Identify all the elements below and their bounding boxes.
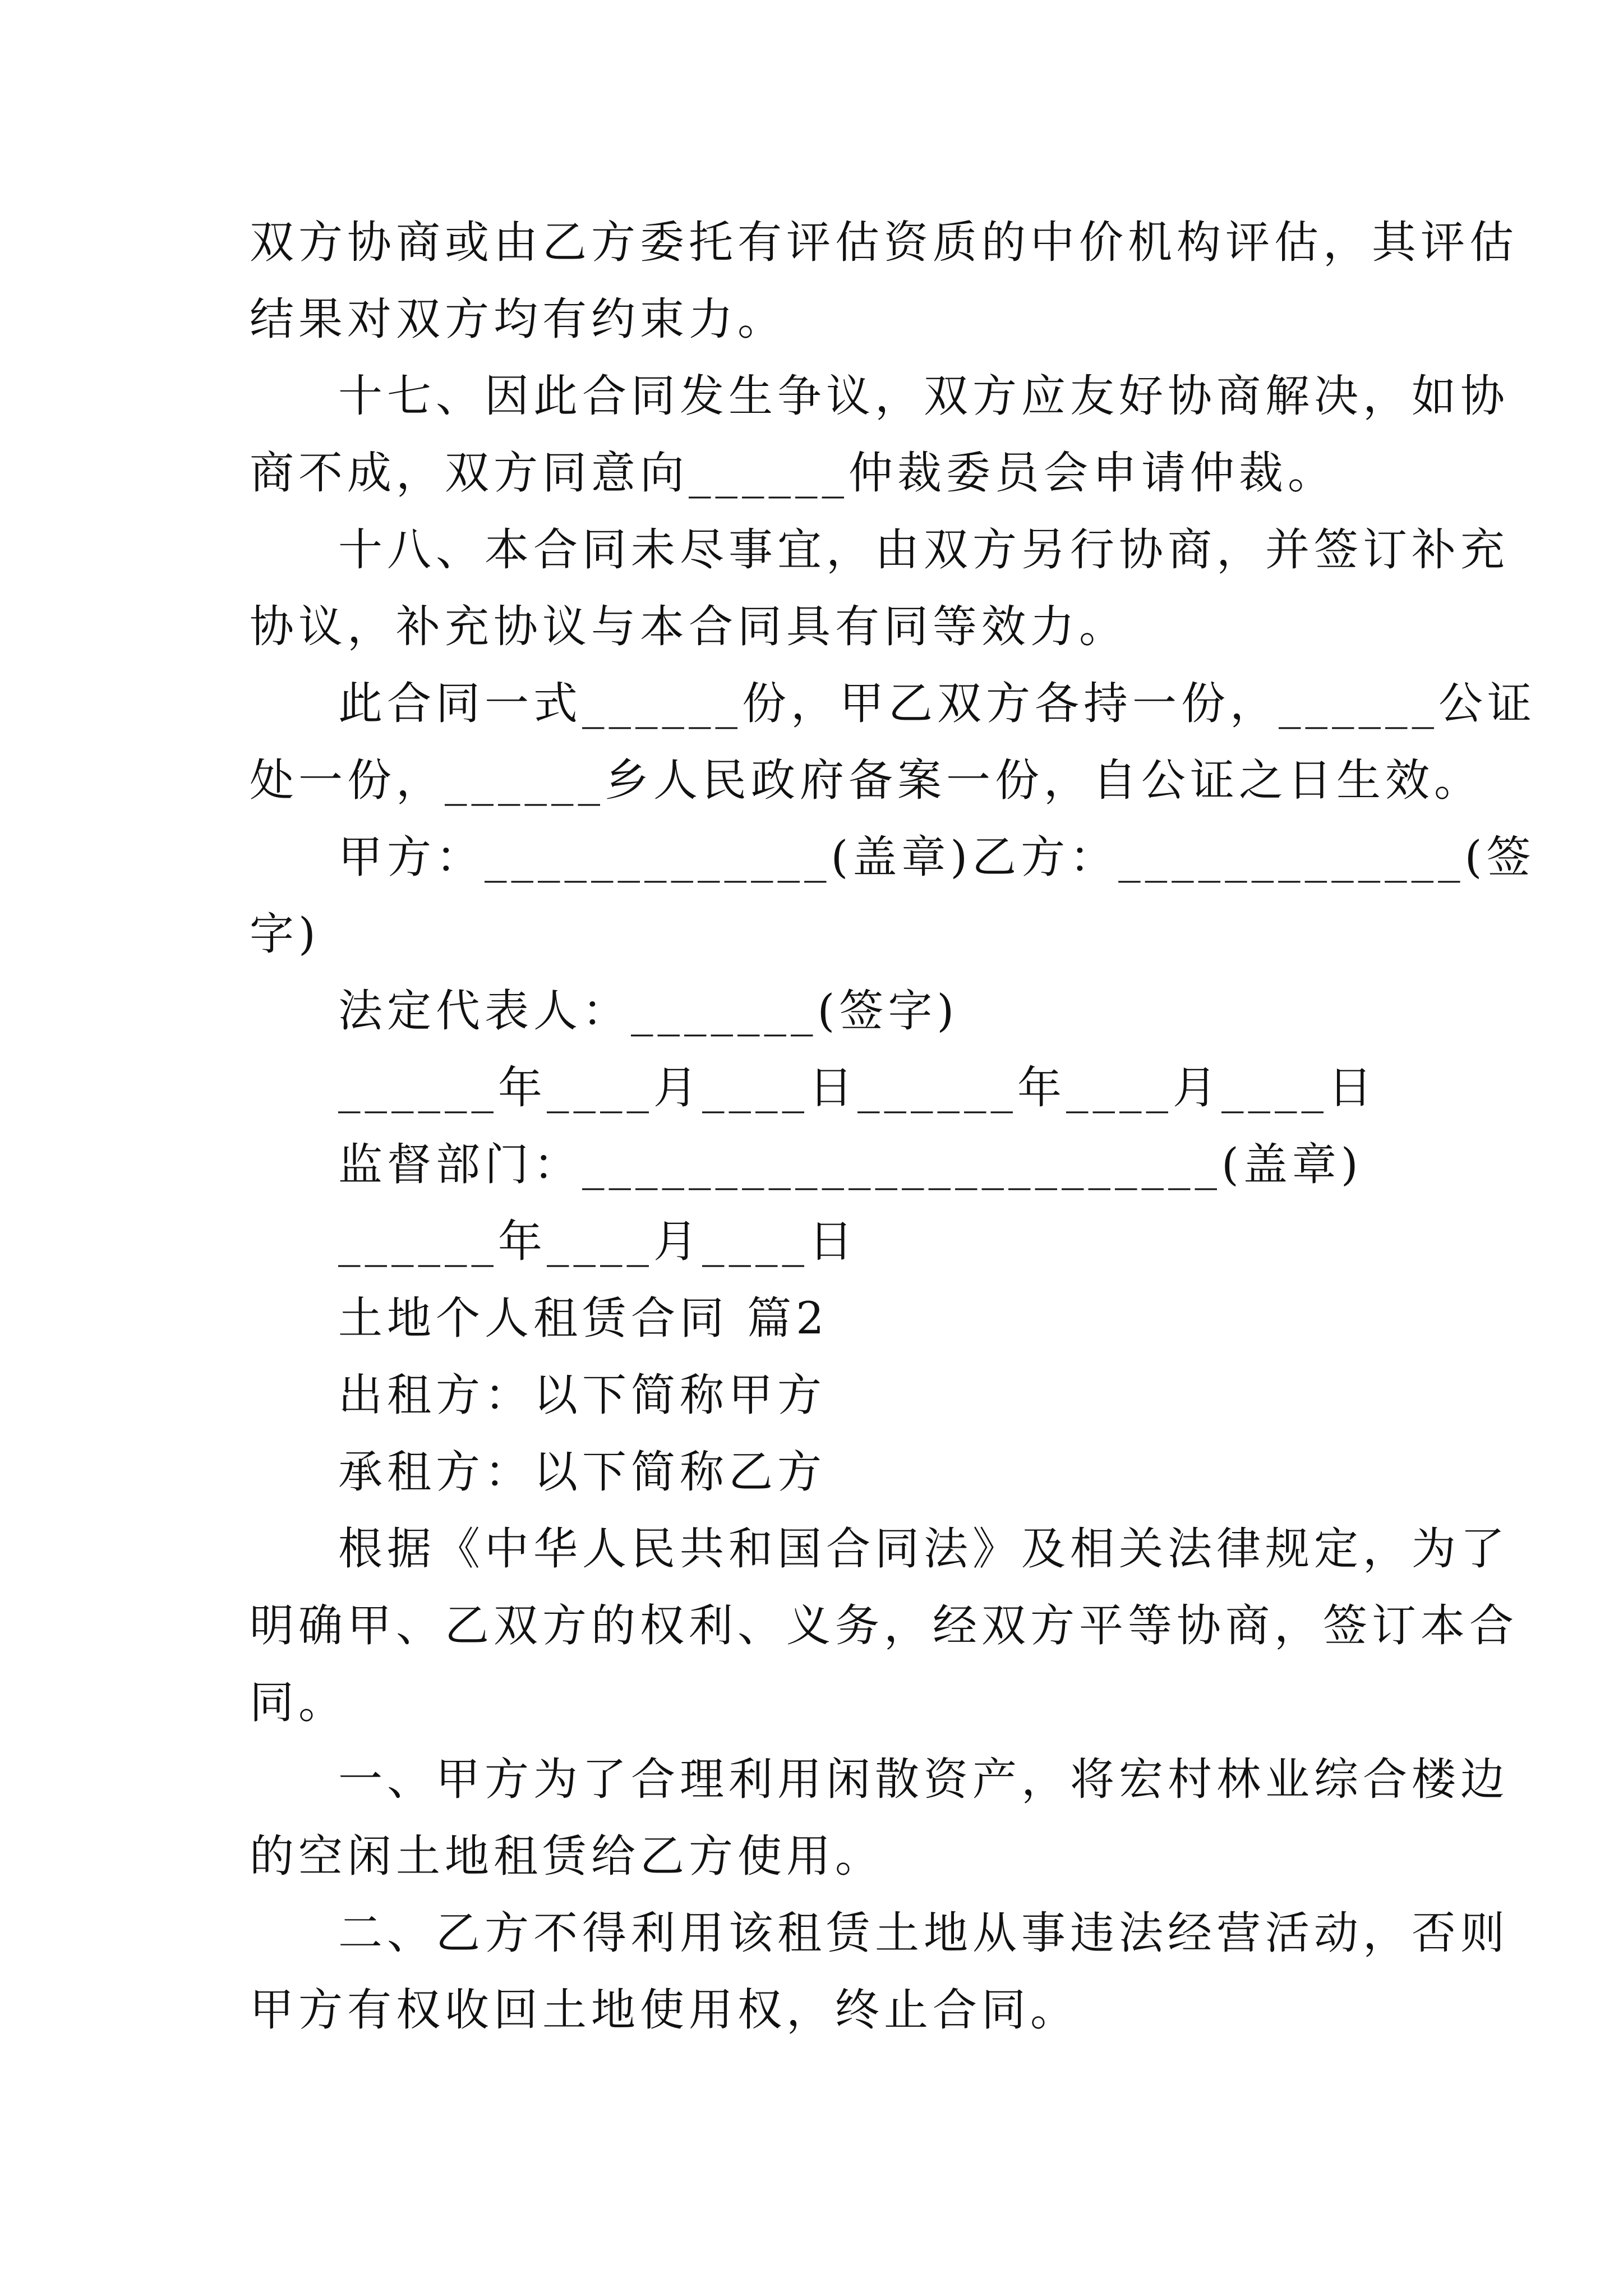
clause-1: 一、甲方为了合理利用闲散资产，将宏村林业综合楼边: [338, 1754, 1509, 1805]
supervisor-line: 监督部门：________________________(盖章): [338, 1139, 1363, 1190]
clause-18: 十八、本合同未尽事宜，由双方另行协商，并签订补充: [338, 524, 1509, 576]
document-body: [250, 204, 1536, 2049]
section-title: 土地个人租赁合同 篇2: [338, 1292, 829, 1344]
text-line: 处一份，______乡人民政府备案一份，自公证之日生效。: [250, 754, 1483, 806]
lessor-line: 出租方：以下简称甲方: [338, 1369, 826, 1421]
text-line: 明确甲、乙双方的权利、义务，经双方平等协商，签订本合: [250, 1600, 1518, 1651]
text-line: 的空闲土地租赁给乙方使用。: [250, 1830, 884, 1882]
signature-line: 甲方：_____________(盖章)乙方：_____________(签: [338, 831, 1536, 883]
text-line: 协议，补充协议与本合同具有同等效力。: [250, 601, 1128, 652]
text-line: 同。: [250, 1677, 347, 1728]
copies-paragraph: 此合同一式______份，甲乙双方各持一份，______公证: [338, 678, 1536, 729]
text-line: 双方协商或由乙方委托有评估资质的中价机构评估，其评估: [250, 217, 1518, 268]
date-line: ______年____月____日: [338, 1216, 857, 1267]
text-line: 商不成，双方同意向______仲裁委员会申请仲裁。: [250, 447, 1336, 499]
lessee-line: 承租方：以下简称乙方: [338, 1446, 826, 1498]
text-line: 结果对双方均有约束力。: [250, 293, 786, 345]
preamble-paragraph: 根据《中华人民共和国合同法》及相关法律规定，为了: [338, 1523, 1509, 1575]
date-line: ______年____月____日______年____月____日: [338, 1062, 1377, 1114]
clause-2: 二、乙方不得利用该租赁土地从事违法经营活动，否则: [338, 1907, 1509, 1959]
clause-17: 十七、因此合同发生争议，双方应友好协商解决，如协: [338, 370, 1509, 422]
text-line: 字): [250, 908, 320, 960]
legal-representative-line: 法定代表人：_______(签字): [338, 985, 959, 1037]
text-line: 甲方有权收回土地使用权，终止合同。: [250, 1984, 1079, 2036]
